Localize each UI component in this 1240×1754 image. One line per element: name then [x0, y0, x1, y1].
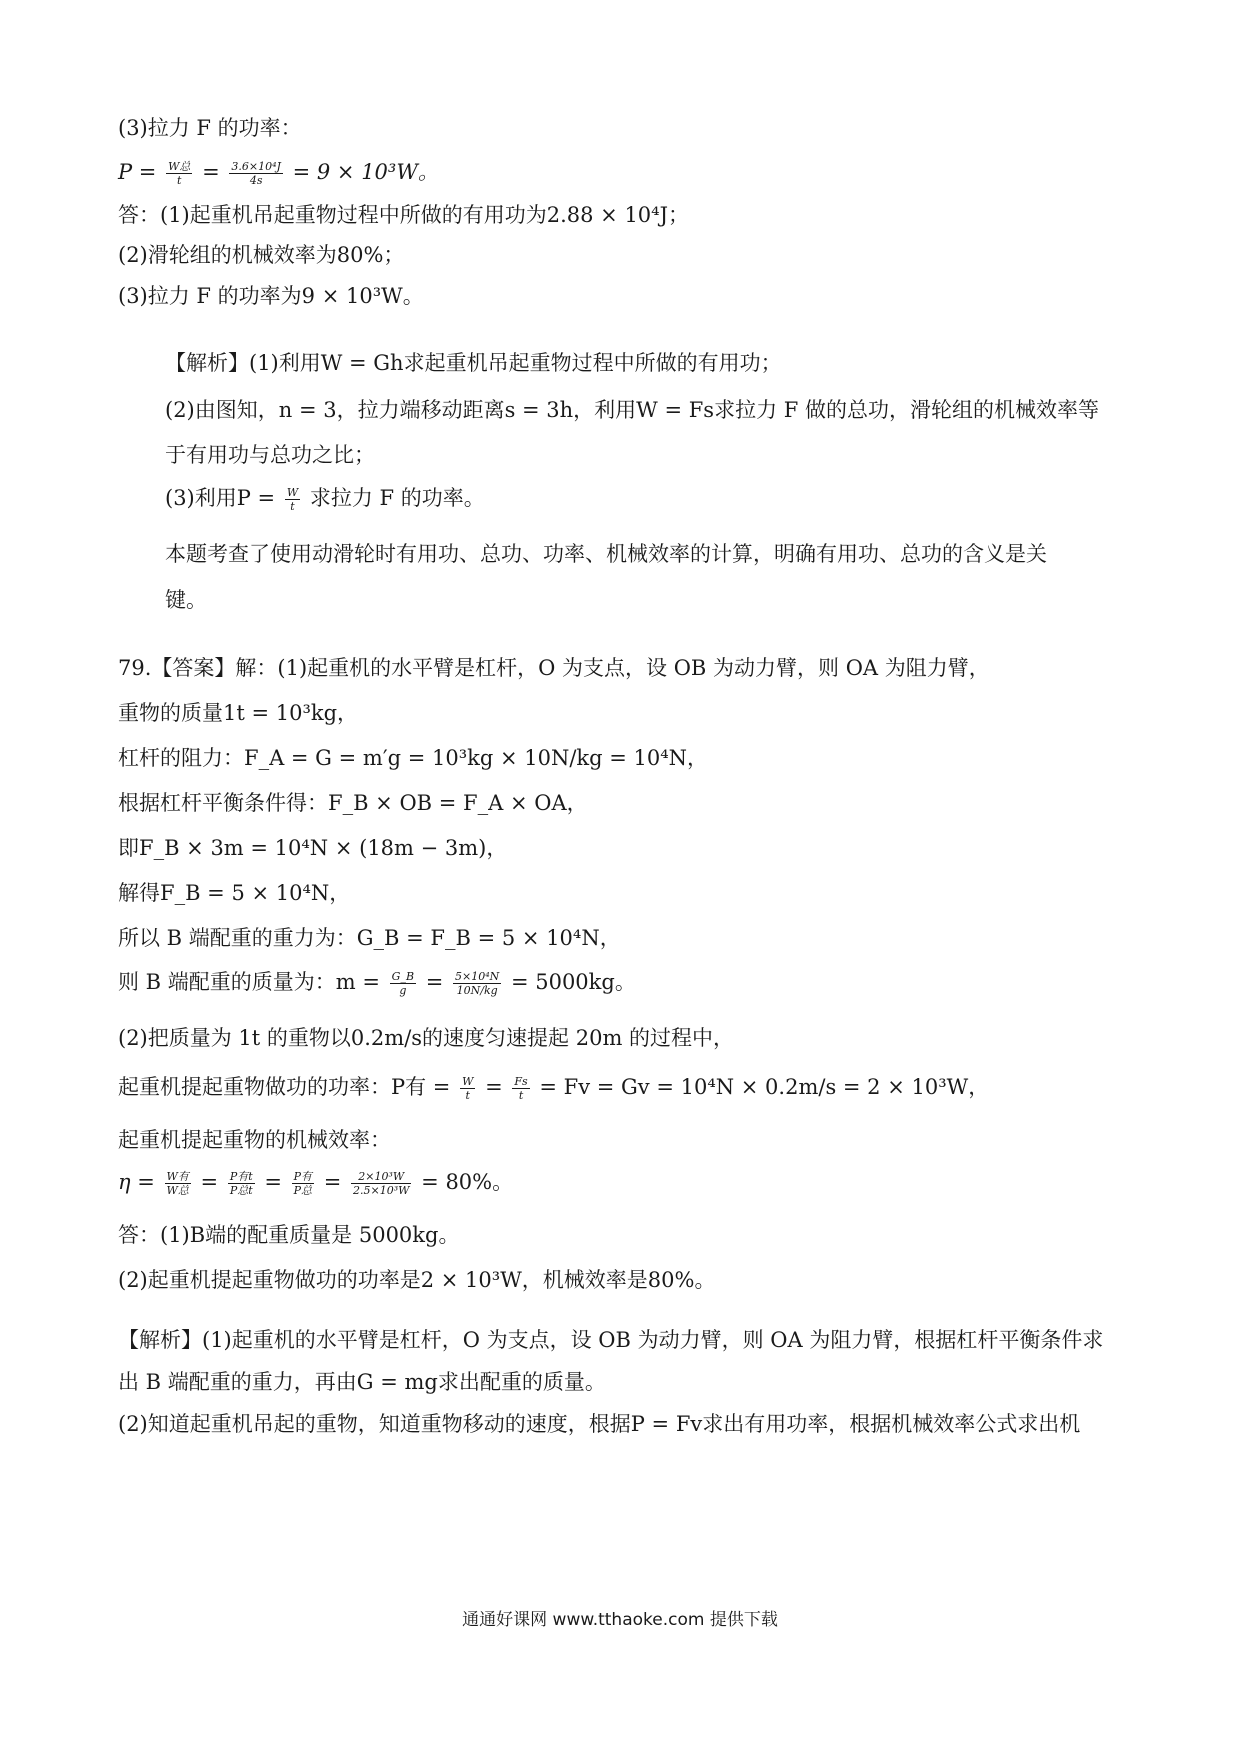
- q79-substitute: 即F_B × 3m = 10⁴N × (18m − 3m)，: [118, 836, 508, 860]
- analysis1-line-2: (2)由图知，n = 3，拉力端移动距离s = 3h，利用W = Fs求拉力 F 做的总功，滑轮组的机械效率等: [165, 398, 1099, 422]
- fraction-w-over-t: $\frac{W}{t}$: [286, 486, 299, 514]
- fraction-pt-over-pt: $\frac{\text{P有t}}{\text{P总t}}$: [229, 1170, 253, 1198]
- power-formula: P = $\frac{\text{W总}}{t}$ = $\frac{\text{3.6×10⁴J}}{4s}$ = 9 × 10³W。: [118, 160, 439, 188]
- q79-efficiency-title: 起重机提起重物的机械效率：: [118, 1128, 391, 1152]
- fraction-power-values: $\frac{\text{2×10³W}}{\text{2.5×10³W}}$: [353, 1170, 410, 1198]
- q79-power-calc: 起重机提起重物做功的功率：P有 = $\frac{W}{t}$ = $\frac{Fs}{t}$ = Fv = Gv = 10⁴N × 0.2m/s = 2 × 10³W，: [118, 1075, 990, 1103]
- analysis1-line-3: 于有用功与总功之比；: [165, 443, 375, 467]
- q79-mass-calc: 则 B 端配重的质量为：m = $\frac{G\_B}{g}$ = $\frac{\text{5×10⁴N}}{10N/kg}$ = 5000kg。: [118, 970, 636, 998]
- part3-title: (3)拉力 F 的功率：: [118, 116, 302, 140]
- q79-part2-intro: (2)把质量为 1t 的重物以0.2m/s的速度匀速提起 20m 的过程中，: [118, 1026, 735, 1050]
- fraction-gb-over-g: $\frac{G\_B}{g}$: [391, 970, 415, 998]
- q79-resistance: 杠杆的阻力：F_A = G = m′g = 10³kg × 10N/kg = 10⁴N，: [118, 746, 709, 770]
- analysis1-line-6: 键。: [165, 588, 207, 612]
- analysis2-line-2: 出 B 端配重的重力，再由G = mg求出配重的质量。: [118, 1370, 606, 1394]
- fraction-work-over-time: $\frac{\text{3.6×10⁴J}}{4s}$: [231, 160, 281, 188]
- analysis2-line-1: 【解析】(1)起重机的水平臂是杠杆，O 为支点，设 OB 为动力臂，则 OA 为阻力臂，根据杠杆平衡条件求: [118, 1328, 1104, 1352]
- fraction-w-over-t-2: $\frac{W}{t}$: [462, 1075, 474, 1103]
- fraction-p-useful-over-p-total: $\frac{\text{P有}}{\text{P总}}$: [293, 1170, 313, 1198]
- answer-line-2: (2)滑轮组的机械效率为80%；: [118, 243, 405, 267]
- q79-header: 79.【答案】解：(1)起重机的水平臂是杠杆，O 为支点，设 OB 为动力臂，则 OA 为阻力臂，: [118, 656, 990, 680]
- power-result: = 9 × 10³W。: [292, 160, 439, 185]
- analysis2-line-3: (2)知道起重机吊起的重物，知道重物移动的速度，根据P = Fv求出有用功率，根据机械效率公式求出机: [118, 1412, 1081, 1436]
- q79-efficiency-calc: η = $\frac{\text{W有}}{\text{W总}}$ = $\frac{\text{P有t}}{\text{P总t}}$ = $\frac{\text{P有}}{\text{P总}}$ = $\frac{\text{2×10³W}}{\text{2.5×10³W}}$ = 80%。: [118, 1170, 514, 1198]
- page-footer: 通通好课网 www.tthaoke.com 提供下载: [462, 1610, 778, 1630]
- fraction-w-useful-over-w-total: $\frac{\text{W有}}{\text{W总}}$: [166, 1170, 189, 1198]
- q79-solve: 解得F_B = 5 × 10⁴N，: [118, 881, 351, 905]
- power-lhs: P =: [118, 160, 157, 185]
- q79-answer-2: (2)起重机提起重物做功的功率是2 × 10³W，机械效率是80%。: [118, 1268, 716, 1292]
- analysis1-line-4: (3)利用P = $\frac{W}{t}$ 求拉力 F 的功率。: [165, 486, 485, 514]
- answer-line-3: (3)拉力 F 的功率为9 × 10³W。: [118, 284, 424, 308]
- analysis1-line-1: 【解析】(1)利用W = Gh求起重机吊起重物过程中所做的有用功；: [165, 351, 782, 375]
- q79-mass: 重物的质量1t = 10³kg，: [118, 701, 359, 725]
- answer-line-1: 答：(1)起重机吊起重物过程中所做的有用功为2.88 × 10⁴J；: [118, 203, 690, 227]
- analysis1-line-5: 本题考查了使用动滑轮时有用功、总功、功率、机械效率的计算，明确有用功、总功的含义是关: [165, 542, 1047, 566]
- fraction-fs-over-t: $\frac{Fs}{t}$: [514, 1075, 528, 1103]
- fraction-w-total-over-t: $\frac{\text{W总}}{t}$: [168, 160, 191, 188]
- q79-weight: 所以 B 端配重的重力为：G_B = F_B = 5 × 10⁴N，: [118, 926, 621, 950]
- q79-answer-1: 答：(1)B端的配重质量是 5000kg。: [118, 1223, 460, 1247]
- q79-balance: 根据杠杆平衡条件得：F_B × OB = F_A × OA，: [118, 791, 588, 815]
- fraction-weight-over-g-value: $\frac{\text{5×10⁴N}}{10N/kg}$: [455, 970, 500, 998]
